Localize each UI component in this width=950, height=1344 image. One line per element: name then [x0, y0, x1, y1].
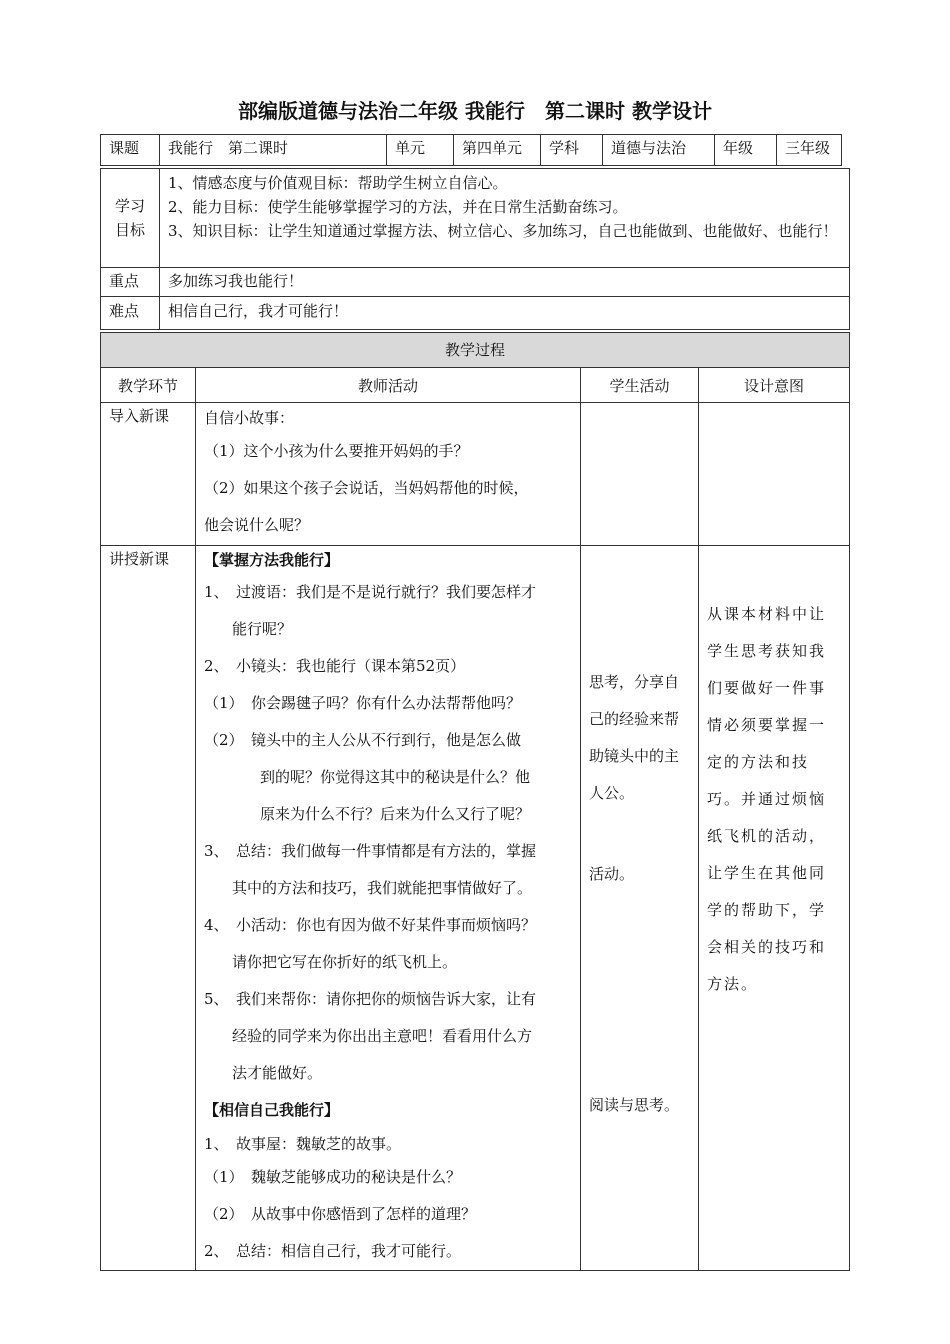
process-header: 教学过程 — [101, 333, 850, 368]
intent-line: 巧。并通过烦恼 — [707, 790, 827, 808]
intro-stage: 导入新课 — [101, 403, 196, 546]
teach-line: （1） 你会踢毽子吗？你有什么办法帮帮他吗？ — [204, 694, 522, 712]
intent-line: 方法。 — [707, 975, 759, 993]
teach-intent — [699, 546, 850, 1271]
intent-line: 学的帮助下，学 — [707, 901, 827, 919]
intro-line: 他会说什么呢？ — [204, 516, 310, 534]
goals-list — [160, 169, 850, 268]
grade-value: 三年级 — [777, 135, 842, 166]
student-line: 人公。 — [589, 784, 635, 802]
teach-line: 1、 故事屋：魏敏芝的故事。 — [204, 1135, 402, 1153]
section-heading: 【相信自己我能行】 — [204, 1101, 340, 1119]
intro-teacher — [196, 403, 581, 546]
student-line: 思考，分享自 — [589, 673, 680, 691]
topic-label: 课题 — [101, 135, 160, 166]
difficulty-text: 相信自己行，我才可能行！ — [160, 297, 850, 330]
col-student: 学生活动 — [581, 368, 699, 403]
teach-line: （2） 从故事中你感悟到了怎样的道理？ — [204, 1205, 477, 1223]
intent-line: 们要做好一件事 — [707, 679, 827, 697]
section-heading: 【掌握方法我能行】 — [204, 551, 340, 569]
unit-label: 单元 — [387, 135, 454, 166]
intro-line: （2）如果这个孩子会说话，当妈妈帮他的时候， — [204, 479, 529, 497]
col-teacher: 教师活动 — [196, 368, 581, 403]
goal-item: 1、情感态度与价值观目标：帮助学生树立自信心。 — [168, 174, 508, 192]
intent-line: 学生思考获知我 — [707, 642, 827, 660]
teach-line: 经验的同学来为你出出主意吧！看看用什么方 — [232, 1027, 533, 1045]
teach-line: 到的呢？你觉得这其中的秘诀是什么？他 — [260, 768, 531, 786]
teach-line: 2、 总结：相信自己行，我才可能行。 — [204, 1242, 462, 1260]
grade-label: 年级 — [715, 135, 777, 166]
teach-student — [581, 546, 699, 1271]
teach-line: 原来为什么不行？后来为什么又行了呢？ — [260, 805, 531, 823]
teach-stage: 讲授新课 — [101, 546, 196, 1271]
key-point-label: 重点 — [101, 268, 160, 297]
intent-line: 纸飞机的活动， — [707, 827, 827, 845]
teach-line: 法才能做好。 — [232, 1064, 323, 1082]
process-table — [100, 332, 850, 1271]
student-line: 活动。 — [589, 865, 635, 883]
col-stage: 教学环节 — [101, 368, 196, 403]
difficulty-label: 难点 — [101, 297, 160, 330]
intent-line: 定的方法和技 — [707, 753, 810, 771]
intent-line: 会相关的技巧和 — [707, 938, 827, 956]
goal-item: 3、知识目标：让学生知道通过掌握方法、树立信心、多加练习，自己也能做到、也能做好、也能行！ — [168, 222, 838, 240]
teach-line: 5、 我们来帮你：请你把你的烦恼告诉大家，让有 — [204, 990, 537, 1008]
goals-label: 学习 目标 — [101, 169, 160, 268]
goal-item: 2、能力目标：使学生能够掌握学习的方法，并在日常生活勤奋练习。 — [168, 198, 628, 216]
teach-line: 请你把它写在你折好的纸飞机上。 — [232, 953, 458, 971]
intent-line: 让学生在其他同 — [707, 864, 827, 882]
topic-value: 我能行 第二课时 — [160, 135, 387, 166]
intro-line: 自信小故事： — [204, 409, 295, 427]
subject-value: 道德与法治 — [603, 135, 715, 166]
col-intent: 设计意图 — [699, 368, 850, 403]
page-title: 部编版道德与法治二年级 我能行 第二课时 教学设计 — [238, 99, 712, 123]
teach-teacher — [196, 546, 581, 1271]
intro-intent — [699, 403, 850, 546]
teach-line: （1） 魏敏芝能够成功的秘诀是什么？ — [204, 1168, 462, 1186]
student-line: 助镜头中的主 — [589, 747, 680, 765]
teach-line: 2、 小镜头：我也能行（课本第52页） — [204, 657, 466, 675]
teach-line: 能行呢？ — [232, 620, 293, 638]
teach-line: 4、 小活动：你也有因为做不好某件事而烦恼吗？ — [204, 916, 537, 934]
key-point-text: 多加练习我也能行！ — [160, 268, 850, 297]
intro-line: （1）这个小孩为什么要推开妈妈的手？ — [204, 442, 469, 460]
intro-student — [581, 403, 699, 546]
goals-table — [100, 168, 850, 330]
intent-line: 从课本材料中让 — [707, 605, 827, 623]
subject-label: 学科 — [541, 135, 603, 166]
teach-line: 1、 过渡语：我们是不是说行就行？我们要怎样才 — [204, 583, 537, 601]
teach-line: （2） 镜头中的主人公从不行到行，他是怎么做 — [204, 731, 522, 749]
teach-line: 3、 总结：我们做每一件事情都是有方法的，掌握 — [204, 842, 537, 860]
student-line: 阅读与思考。 — [589, 1096, 680, 1114]
intent-line: 情必须要掌握一 — [707, 716, 827, 734]
unit-value: 第四单元 — [454, 135, 541, 166]
info-table — [100, 134, 842, 166]
student-line: 己的经验来帮 — [589, 710, 680, 728]
teach-line: 其中的方法和技巧，我们就能把事情做好了。 — [232, 879, 533, 897]
